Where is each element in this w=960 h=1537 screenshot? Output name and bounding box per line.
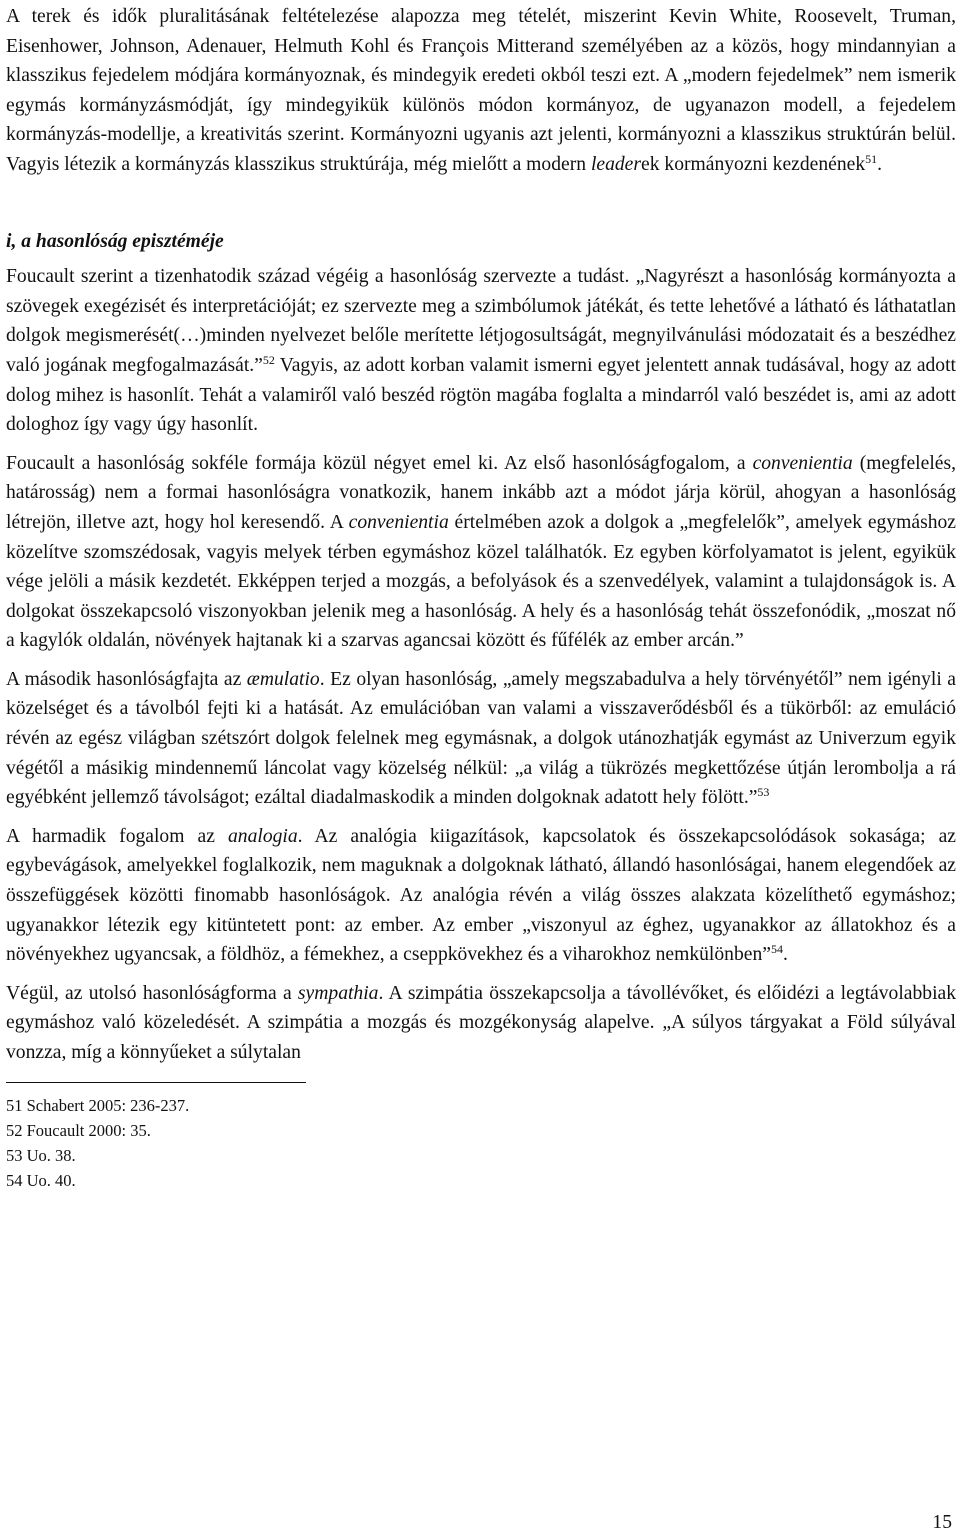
footnote-separator bbox=[6, 1082, 306, 1083]
italic-term-analogia: analogia bbox=[227, 825, 298, 847]
paragraph-text: Végül, az utolsó hasonlóságforma a bbox=[6, 982, 298, 1004]
paragraph-text: A harmadik fogalom az bbox=[6, 825, 228, 847]
paragraph-text: ek kormányozni kezdenének bbox=[641, 153, 866, 175]
italic-term-sympathia: sympathia bbox=[297, 982, 379, 1004]
paragraph-aemulatio bbox=[6, 665, 956, 813]
paragraph-text: (megfelelés, határosság) nem a formai hasonlóságra vonatkozik, hanem inkább azt a módot járja körül, ahogyan a hasonlóság létrejön, illetve azt, hogy hol keresendő. A bbox=[6, 452, 956, 533]
footnote-ref-51[interactable]: 51 bbox=[865, 151, 878, 166]
italic-term-convenientia: convenientia bbox=[348, 511, 449, 533]
paragraph-text: Foucault a hasonlóság sokféle formája közül négyet emel ki. Az első hasonlóságfogalom, a bbox=[6, 452, 753, 474]
paragraph-text: Vagyis, az adott korban valamit ismerni egyet jelentett annak tudásával, hogy az adott dolog mihez is hasonlít. Tehát a valamiről való beszéd rögtön magába foglalta a mindarról való beszédet is, ami az adott dologhoz így vagy úgy hasonlít. bbox=[6, 354, 956, 436]
paragraph-text: értelmében azok a dolgok a „megfelelők”, amelyek egymáshoz közelítve szomszédosak, vagyis melyek térben egymáshoz közel találhatók. Ez egyben körfolyamatot is jelent, egyikük vége jelöli a másik kezdetét. Ekképpen terjed a mozgás, a befolyások és a szenvedélyek, valamint a tulajdonságok is. A dolgokat összekapcsoló viszonyokban jelenik meg a hasonlóság. A hely és a hasonlóság tehát összefonódik, „moszat nő a kagylók oldalán, növények hajtanak ki a szarvas agancsai között és fűfélék az ember arcán.” bbox=[6, 511, 956, 652]
footnote-ref-54[interactable]: 54 bbox=[770, 942, 783, 957]
paragraph-text: . bbox=[877, 153, 883, 175]
paragraph-text: A második hasonlóságfajta az bbox=[6, 668, 247, 690]
paragraph-text: A terek és idők pluralitásának feltételezése alapozza meg tételét, miszerint Kevin White, Roosevelt, Truman, Eisenhower, Johnson, Adenauer, Helmuth Kohl és François Mitterand személyében az a közös, hogy mindannyian a klasszikus fejedelem módjára kormányoznak, és mindegyik eredeti okból teszi ezt. A „modern fejedelmek” nem ismerik egymás kormányzásmódját, így mindegyikük különös módon kormányoz, de ugyanazon modell, a fejedelem kormányzás-modellje, a kreativitás szerint. Kormányozni ugyanis azt jelenti, kormányozni a klasszikus struktúrán belül. Vagyis létezik a kormányzás klasszikus struktúrája, még mielőtt a modern bbox=[6, 6, 956, 175]
page-number: 15 bbox=[932, 1512, 952, 1533]
paragraph-text: . A szimpátia összekapcsolja a távollévőket, és előidézi a legtávolabbiak egymáshoz való közeledését. A szimpátia a mozgás és mozgékonyság alapelve. „A súlyos tárgyakat a Föld súlyával vonzza, míg a könnyűeket a súlytalan bbox=[6, 982, 957, 1063]
footnote-52: 52 Foucault 2000: 35. bbox=[6, 1120, 151, 1140]
document-page bbox=[6, 0, 956, 1193]
footnote-51: 51 Schabert 2005: 236-237. bbox=[6, 1095, 190, 1115]
italic-term-leader: leader bbox=[590, 153, 641, 175]
paragraph-text: . Ez olyan hasonlóság, „amely megszabadulva a hely törvényétől” nem igényli a közelséget és a távolból fejti ki a hatását. Az emulációban van valami a visszaverődésből és a tükörből: az emuláció révén az egész világban szétszórt dolgok felelnek meg egymásnak, a dolgok utánozhatják egymást az Univerzum egyik végétől a másikig mindennemű láncolat vagy közelség nélkül: „a világ a tükrözés megkettőzése útján lerombolja a rá egyébként jellemző távolságot; ezáltal diadalmaskodik a minden dolgoknak adatott hely fölött.” bbox=[6, 668, 956, 809]
footnotes bbox=[6, 1093, 956, 1193]
paragraph-modern-princes bbox=[6, 2, 956, 180]
paragraph-text: . Az analógia kiigazítások, kapcsolatok és összekapcsolódások sokasága; az egybevágások, amelyekkel foglalkozik, nem maguknak a dolgoknak látható, állandó hasonlóságai, hanem elegendőek az összefüggések közötti finomabb hasonlóságok. Az analógia révén a világ összes alakzata közelíthető egymáshoz; ugyanakkor létezik egy kitüntetett pont: az ember. Az ember „viszonyul az éghez, ugyanakkor az állatokhoz és a növényekhez ugyancsak, a földhöz, a fémekhez, a cseppkövekhez és a viharokhoz nemkülönben” bbox=[6, 825, 956, 966]
paragraph-analogia bbox=[6, 822, 956, 970]
paragraph-convenientia bbox=[6, 449, 956, 656]
italic-term-aemulatio: æmulatio bbox=[246, 668, 320, 690]
paragraph-foucault-similarity bbox=[6, 262, 956, 440]
section-heading: i, a hasonlóság episztéméje bbox=[6, 230, 224, 252]
paragraph-sympathia bbox=[6, 979, 956, 1068]
paragraph-text: Foucault szerint a tizenhatodik század végéig a hasonlóság szervezte a tudást. „Nagyrészt a hasonlóság kormányozta a szövegek exegézisét és interpretációját; ez szervezte meg a szimbólumok játékát, és tette lehetővé a látható és láthatatlan dolgok megismerését(…)minden nyelvezet belőle merítette létjogosultságát, megnyilvánulási módozatait és a beszédhez való jogának megfogalmazását.” bbox=[6, 266, 956, 376]
footnote-54: 54 Uo. 40. bbox=[6, 1170, 76, 1190]
footnote-ref-53[interactable]: 53 bbox=[757, 785, 770, 800]
footnote-53: 53 Uo. 38. bbox=[6, 1145, 76, 1165]
italic-term-convenientia: convenientia bbox=[752, 452, 853, 474]
footnote-ref-52[interactable]: 52 bbox=[262, 352, 275, 367]
paragraph-text: . bbox=[782, 944, 788, 966]
